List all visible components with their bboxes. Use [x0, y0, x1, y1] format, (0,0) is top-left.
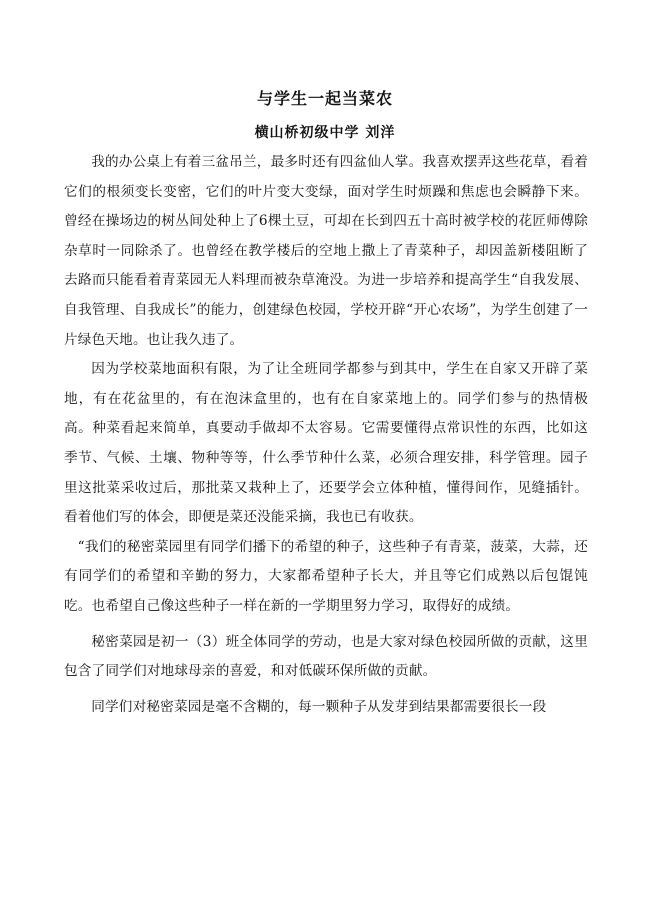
paragraph: 同学们对秘密菜园是毫不含糊的，每一颗种子从发芽到结果都需要很长一段 [91, 698, 547, 715]
paragraph: 秘密菜园是初一（3）班全体同学的劳动，也是大家对绿色校园所做的贡献，这里包含了同学们对地球母亲的喜爱，和对低碳环保所做的贡献。 [64, 633, 588, 680]
article-body [64, 148, 588, 722]
author-byline: 横山桥初级中学 刘洋 [254, 125, 396, 141]
paragraph: 因为学校菜地面积有限，为了让全班同学都参与到其中，学生在自家又开辟了菜地，有在花盆里的，有在泡沫盒里的，也有在自家菜地上的。同学们参与的热情极高。种菜看起来简单，真要动手做却不太容易。它需要懂得点常识性的东西，比如这季节、气候、土壤、物种等等，什么季节种什么菜，必须合理安排，科学管理。园子里这批菜采收过后，那批菜又栽种上了，还要学会立体种植，懂得间作，见缝插针。看着他们写的体会，即便是菜还没能采摘，我也已有收获。 [64, 361, 588, 526]
paragraph: 我的办公桌上有着三盆吊兰，最多时还有四盆仙人掌。我喜欢摆弄这些花草，看着它们的根须变长变密，它们的叶片变大变绿，面对学生时烦躁和焦虑也会瞬静下来。曾经在操场边的树丛间处种上了6棵土豆，可却在长到四五十高时被学校的花匠师傅除杂草时一同除杀了。也曾经在教学楼后的空地上撒上了青菜种子，却因盖新楼阻断了去路而只能看着青菜园无人料理而被杂草淹没。为进一步培养和提高学生“自我发展、自我管理、自我成长”的能力，创建绿色校园，学校开辟“开心农场”，为学生创建了一片绿色天地。也让我久违了。 [64, 154, 588, 348]
document-title: 与学生一起当菜农 [256, 89, 393, 108]
paragraph: “我们的秘密菜园里有同学们播下的希望的种子，这些种子有青菜，菠菜，大蒜，还有同学们的希望和辛勤的努力，大家都希望种子长大，并且等它们成熟以后包馄饨吃。也希望自己像这些种子一样在新的一学期里努力学习，取得好的成绩。 [64, 538, 588, 614]
